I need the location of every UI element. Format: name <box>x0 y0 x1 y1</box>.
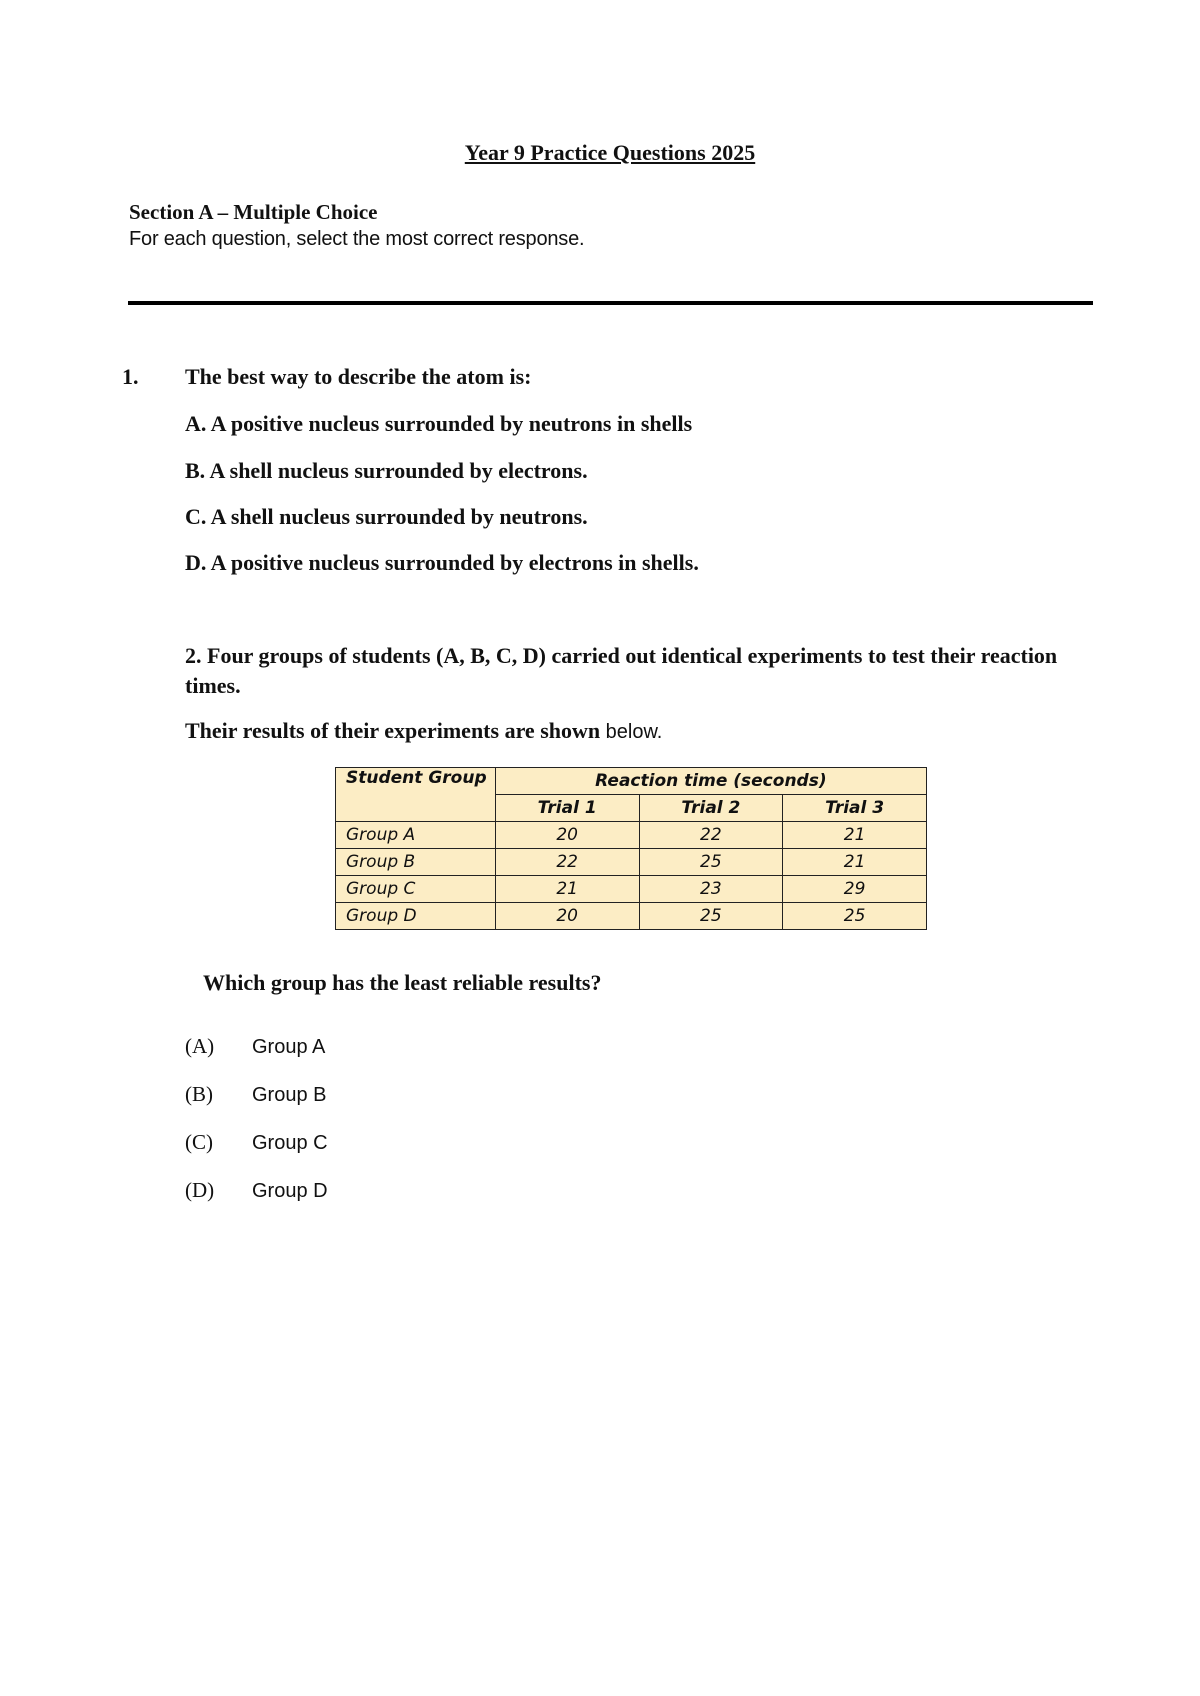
choice-letter: (D) <box>185 1178 215 1202</box>
page-title: Year 9 Practice Questions 2025 <box>464 140 756 165</box>
table-cell-value: 25 <box>783 903 927 930</box>
choice-text: Group D <box>252 1180 328 1202</box>
question-1-option-d[interactable]: D. A positive nucleus surrounded by electrons in shells. <box>185 550 699 575</box>
table-cell-value: 25 <box>639 903 783 930</box>
question-2-choice-b[interactable] <box>185 1082 326 1107</box>
table-cell-group: Group B <box>336 849 496 876</box>
section-heading: Section A – Multiple Choice <box>129 200 378 224</box>
choice-text: Group B <box>252 1084 327 1106</box>
question-1-stem: The best way to describe the atom is: <box>185 364 532 389</box>
question-2-stem: 2. Four groups of students (A, B, C, D) carried out identical experiments to test their reaction times. <box>185 643 1058 698</box>
table-cell-value: 25 <box>639 849 783 876</box>
table-cell-value: 22 <box>639 822 783 849</box>
choice-letter: (B) <box>185 1082 213 1106</box>
table-cell-value: 29 <box>783 876 927 903</box>
table-cell-value: 21 <box>783 822 927 849</box>
question-2-choice-a[interactable] <box>185 1034 325 1059</box>
table-row <box>336 822 927 849</box>
table-header-trial-2: Trial 2 <box>639 795 783 822</box>
question-1-number: 1. <box>122 364 139 389</box>
table-row <box>336 903 927 930</box>
table-cell-value: 22 <box>495 849 639 876</box>
question-2-results-intro <box>185 718 662 744</box>
question-1-option-a[interactable]: A. A positive nucleus surrounded by neutrons in shells <box>185 411 693 436</box>
question-1-option-c[interactable]: C. A shell nucleus surrounded by neutrons. <box>185 504 588 529</box>
choice-text: Group A <box>252 1036 326 1058</box>
table-cell-value: 21 <box>495 876 639 903</box>
table-cell-group: Group C <box>336 876 496 903</box>
table-row <box>336 849 927 876</box>
table-header-trial-3: Trial 3 <box>783 795 927 822</box>
table-header-reaction-time: Reaction time (seconds) <box>495 768 926 795</box>
results-intro-bold: Their results of their experiments are shown <box>185 718 601 743</box>
results-intro-normal: below. <box>605 721 663 743</box>
choice-text: Group C <box>252 1132 328 1154</box>
table-cell-group: Group D <box>336 903 496 930</box>
table-cell-value: 23 <box>639 876 783 903</box>
section-divider <box>128 301 1093 305</box>
choice-letter: (A) <box>185 1034 215 1058</box>
question-2-choice-c[interactable] <box>185 1130 328 1155</box>
section-instructions: For each question, select the most correct response. <box>129 228 585 250</box>
table-cell-value: 20 <box>495 903 639 930</box>
table-cell-value: 20 <box>495 822 639 849</box>
table-header-trial-1: Trial 1 <box>495 795 639 822</box>
table-cell-value: 21 <box>783 849 927 876</box>
table-header-student-group: Student Group <box>336 768 496 822</box>
choice-letter: (C) <box>185 1130 213 1154</box>
question-2-choice-d[interactable] <box>185 1178 328 1203</box>
question-1-option-b[interactable]: B. A shell nucleus surrounded by electrons. <box>185 458 588 483</box>
reaction-time-table <box>335 767 927 930</box>
table-cell-group: Group A <box>336 822 496 849</box>
table-row <box>336 876 927 903</box>
question-2-prompt: Which group has the least reliable results? <box>203 970 602 995</box>
